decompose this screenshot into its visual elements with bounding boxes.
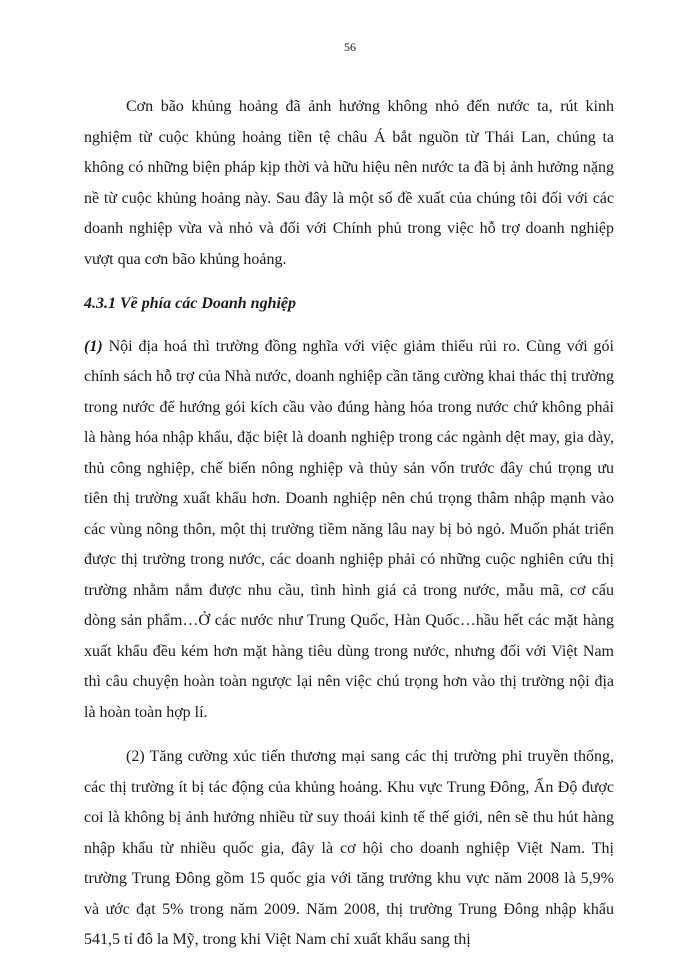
- section-heading: 4.3.1 Về phía các Doanh nghiệp: [84, 295, 297, 312]
- page-number: 56: [344, 40, 356, 54]
- item-1-text: Nội địa hoá thì trường đồng nghĩa với việc giảm thiểu rủi ro. Cùng với gói chính sách hỗ trợ của Nhà nước, doanh nghiệp cần tăng cường khai thác thị trường trong nước để hướng gói kích cầu vào đúng hàng hóa trong nước chứ không phải là hàng hóa nhập khẩu, đặc biệt là doanh nghiệp trong các ngành dệt may, gia dày, thủ công nghiệp, chế biến nông nghiệp và thủy sản vốn trước đây chú trọng ưu tiên thị trường xuất khẩu hơn. Doanh nghiệp nên chú trọng thâm nhập mạnh vào các vùng nông thôn, một thị trường tiềm năng lâu nay bị bỏ ngỏ. Muốn phát triển được thị trường trong nước, các doanh nghiệp phải có những cuộc nghiên cứu thị trường nhằm nắm được nhu cầu, tình hình giá cả trong nước, mẫu mã, cơ cấu dòng sản phẩm…Ở các nước như Trung Quốc, Hàn Quốc…hầu hết các mặt hàng xuất khẩu đều kém hơn mặt hàng tiêu dùng trong nước, nhưng đối với Việt Nam thì câu chuyện hoàn toàn ngược lại nên việc chú trọng hơn vào thị trường nội địa là hoàn toàn hợp lí.: [84, 337, 614, 721]
- page-body: [84, 92, 614, 956]
- item-1-marker: (1): [84, 337, 103, 355]
- item-2-paragraph: (2) Tăng cường xúc tiến thương mại sang các thị trường phi truyền thống, các thị trường ít bị tác động của khủng hoảng. Khu vực Trung Đông, Ấn Độ được coi là không bị ảnh hưởng nhiều từ suy thoái kinh tế thế giới, nên sẽ thu hút hàng nhập khẩu từ nhiều quốc gia, đây là cơ hội cho doanh nghiệp Việt Nam. Thị trường Trung Đông gồm 15 quốc gia với tăng trưởng khu vực năm 2008 là 5,9% và ước đạt 5% trong năm 2009. Năm 2008, thị trường Trung Đông nhập khẩu 541,5 tỉ đô la Mỹ, trong khi Việt Nam chỉ xuất khẩu sang thị: [84, 748, 614, 948]
- intro-paragraph: Cơn bão khủng hoảng đã ảnh hưởng không nhỏ đến nước ta, rút kinh nghiệm từ cuộc khủng hoảng tiền tệ châu Á bắt nguồn từ Thái Lan, chúng ta không có những biện pháp kịp thời và hữu hiệu nên nước ta đã bị ảnh hưởng nặng nề từ cuộc khủng hoảng này. Sau đây là một số đề xuất của chúng tôi đối với các doanh nghiệp vừa và nhỏ và đối với Chính phủ trong việc hỗ trợ doanh nghiệp vượt qua cơn bão khủng hoảng.: [84, 98, 614, 268]
- item-1-paragraph: [84, 332, 614, 729]
